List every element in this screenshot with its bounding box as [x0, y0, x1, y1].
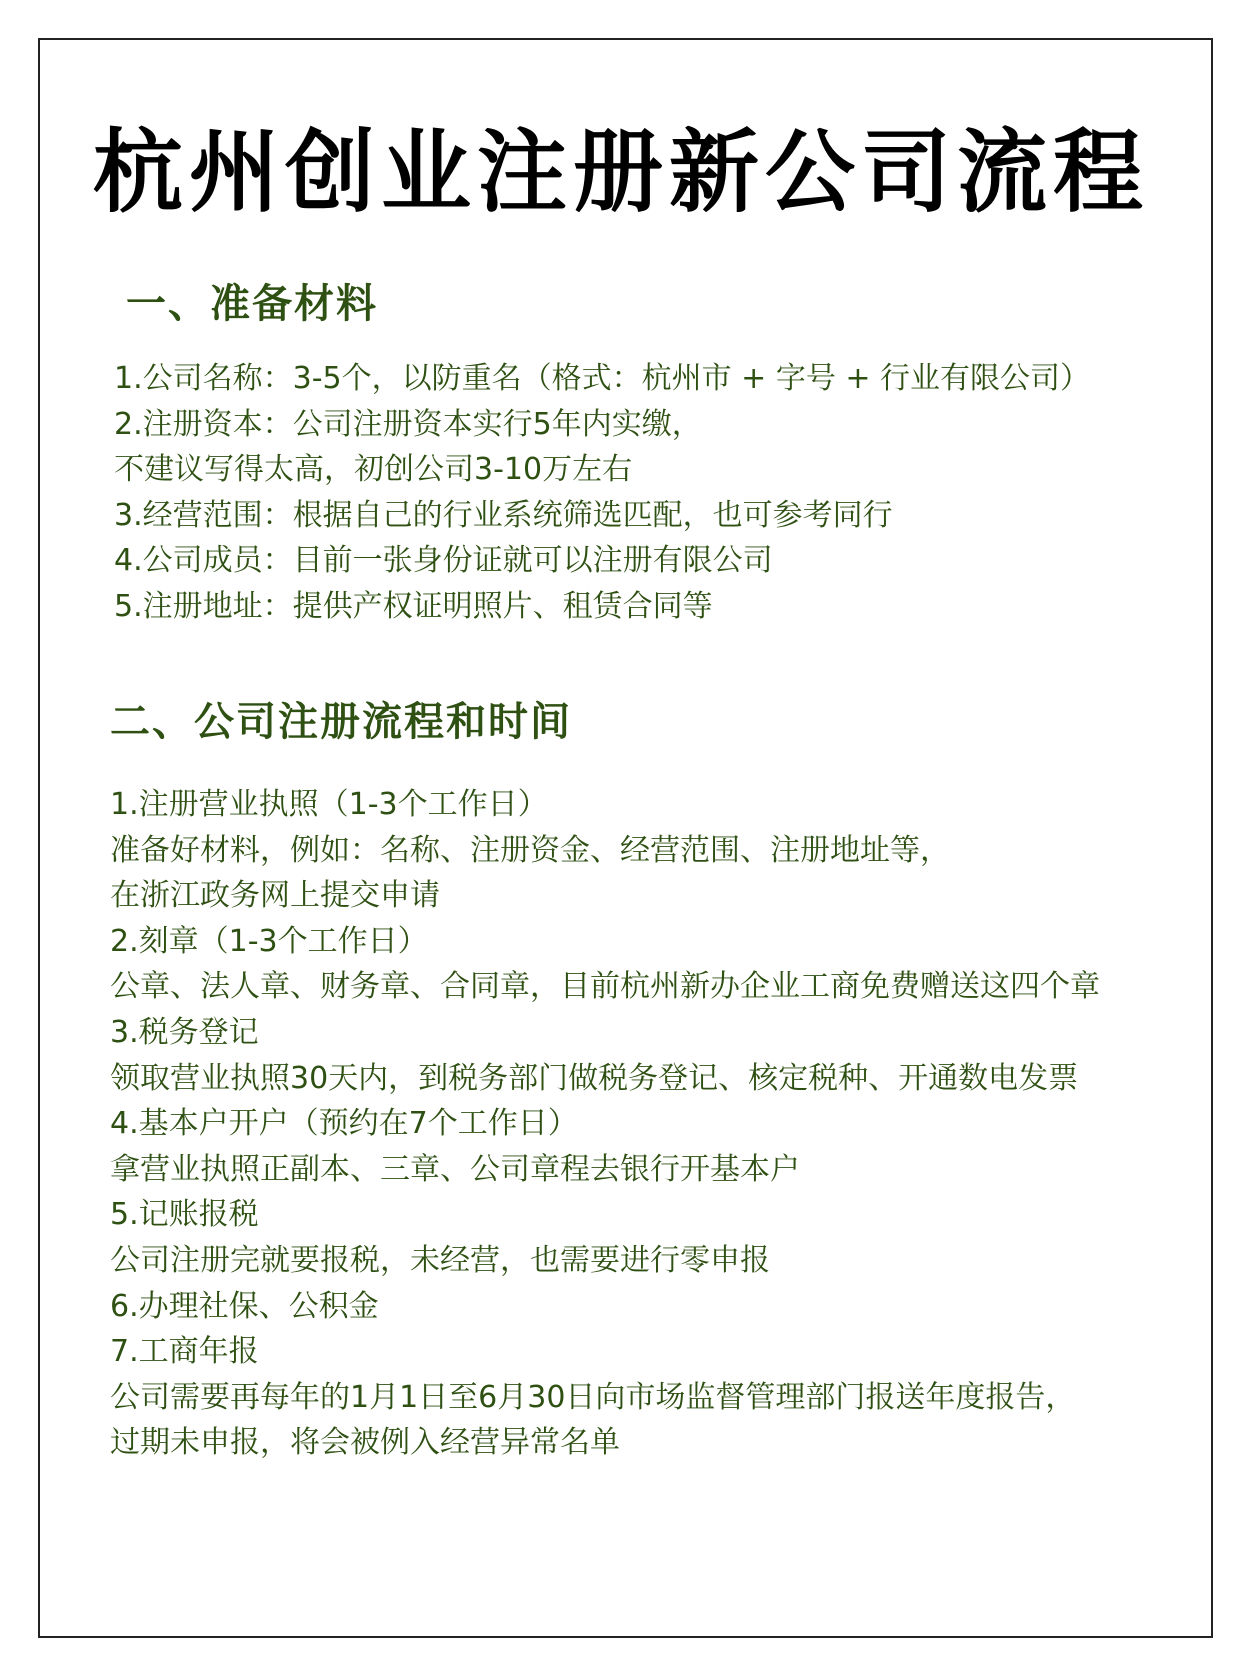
- list-item: 5.注册地址：提供产权证明照片、租赁合同等: [114, 588, 713, 624]
- list-item: 5.记账报税: [110, 1197, 259, 1233]
- list-item: 准备好材料，例如：名称、注册资金、经营范围、注册地址等，: [110, 832, 950, 868]
- list-item: 公司注册完就要报税，未经营，也需要进行零申报: [110, 1242, 770, 1278]
- list-item: 1.注册营业执照（1-3个工作日）: [110, 787, 548, 822]
- list-item: 4.基本户开户（预约在7个工作日）: [110, 1106, 578, 1142]
- list-item: 公司需要再每年的1月1日至6月30日向市场监督管理部门报送年度报告，: [110, 1379, 1076, 1415]
- list-item: 公章、法人章、财务章、合同章，目前杭州新办企业工商免费赠送这四个章: [110, 969, 1100, 1005]
- list-item: 3.经营范围：根据自己的行业系统筛选匹配，也可参考同行: [114, 497, 893, 533]
- list-item: 1.公司名称：3-5个，以防重名（格式：杭州市 + 字号 + 行业有限公司）: [114, 361, 1091, 396]
- materials-list: [114, 356, 1090, 630]
- section-heading-process: 二、公司注册流程和时间: [110, 699, 572, 745]
- list-item: 在浙江政务网上提交申请: [110, 878, 440, 914]
- list-item: 领取营业执照30天内，到税务部门做税务登记、核定税种、开通数电发票: [110, 1060, 1079, 1096]
- process-list: [110, 782, 1100, 1466]
- list-item: 2.注册资本：公司注册资本实行5年内实缴，: [114, 406, 702, 442]
- list-item: 6.办理社保、公积金: [110, 1288, 379, 1324]
- list-item: 4.公司成员：目前一张身份证就可以注册有限公司: [114, 543, 773, 579]
- list-item: 2.刻章（1-3个工作日）: [110, 923, 428, 959]
- list-item: 不建议写得太高，初创公司3-10万左右: [114, 452, 633, 488]
- list-item: 过期未申报，将会被例入经营异常名单: [110, 1425, 620, 1461]
- page-title: 杭州创业注册新公司流程: [93, 120, 1149, 225]
- list-item: 7.工商年报: [110, 1334, 259, 1370]
- list-item: 拿营业执照正副本、三章、公司章程去银行开基本户: [110, 1151, 800, 1187]
- section-heading-materials: 一、准备材料: [126, 281, 378, 327]
- list-item: 3.税务登记: [110, 1014, 259, 1050]
